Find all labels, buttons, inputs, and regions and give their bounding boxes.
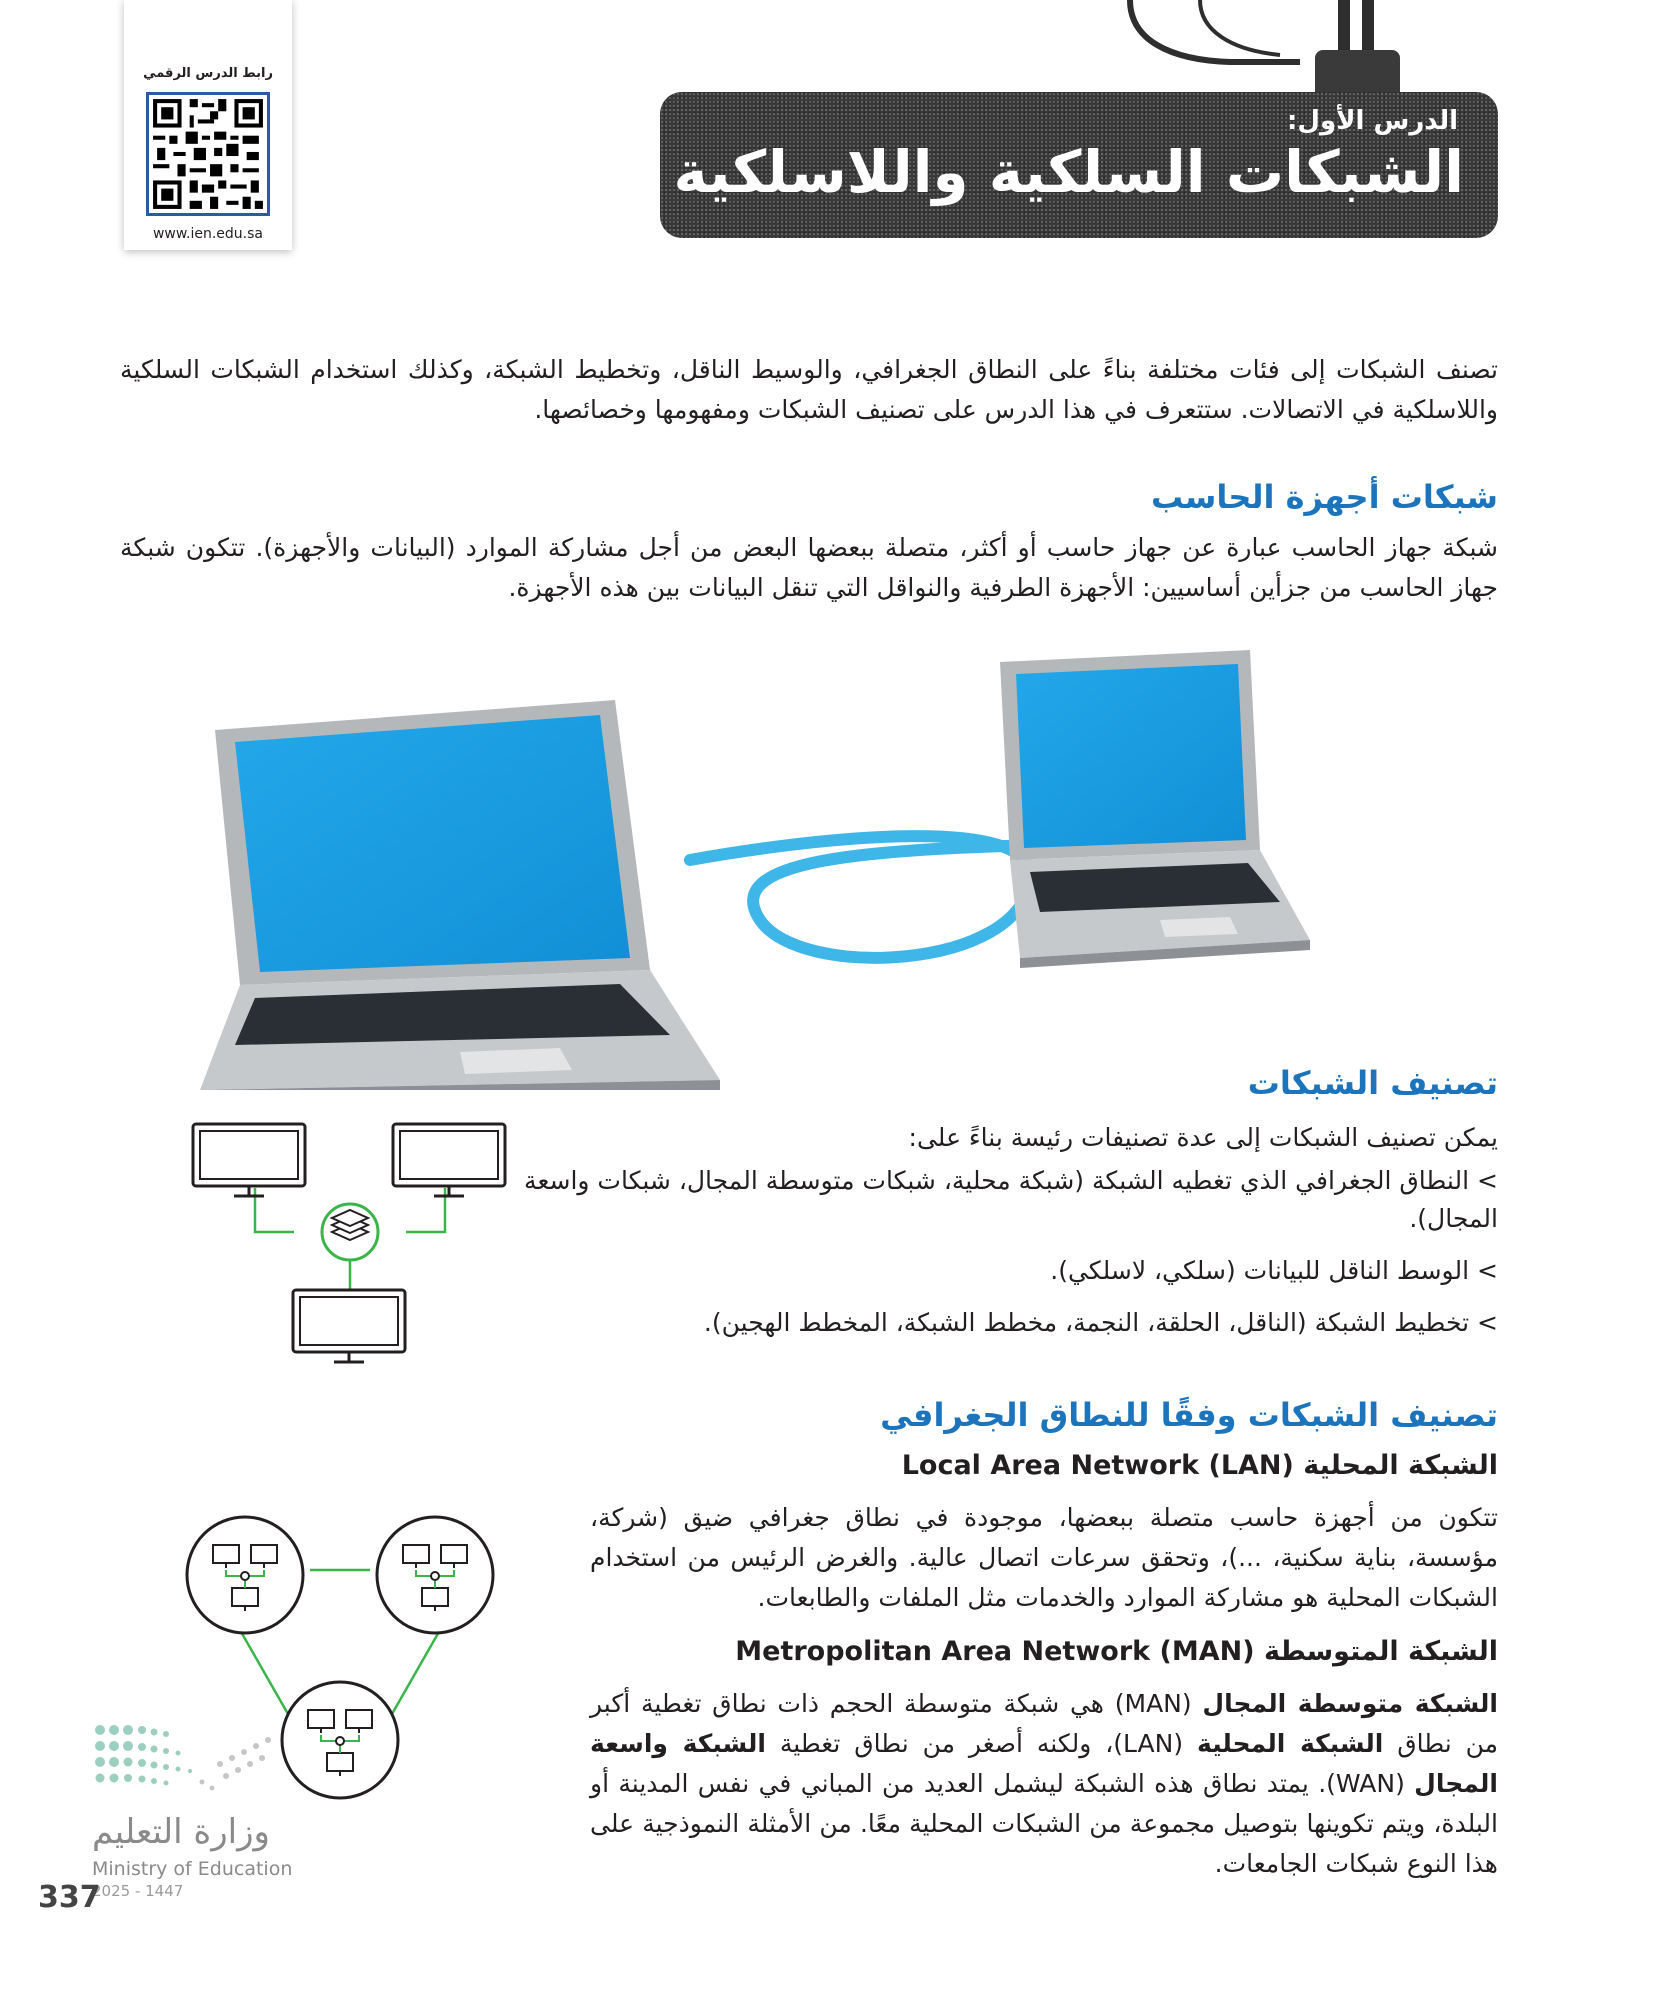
classification-item-text: النطاق الجغرافي الذي تغطيه الشبكة (شبكة محلية، شبكات متوسطة المجال، شبكات واسعة المجال). (524, 1166, 1498, 1233)
lan-paragraph: تتكون من أجهزة حاسب متصلة ببعضها، موجودة في نطاق جغرافي ضيق (شركة، مؤسسة، بناية سكنية، ...)، وتحقق سرعات اتصال عالية. والغرض الرئيس من استخدام الشبكات المحلية هو مشاركة الموارد والخدمات مثل الملفات والطابعات. (590, 1503, 1498, 1612)
classification-intro: يمكن تصنيف الشبكات إلى عدة تصنيفات رئيسة بناءً على: (908, 1123, 1498, 1152)
lesson-title-banner (660, 92, 1498, 238)
computer-networks-heading: شبكات أجهزة الحاسب (1151, 478, 1498, 516)
classification-item (518, 1304, 1498, 1342)
classification-list (518, 1162, 1498, 1356)
man-heading: الشبكة المتوسطة (MAN) Metropolitan Area Network (735, 1636, 1498, 1667)
computer-networks-paragraph: شبكة جهاز الحاسب عبارة عن جهاز حاسب أو أكثر، متصلة ببعضها البعض من أجل مشاركة الموارد (البيانات والأجهزة). تتكون شبكة جهاز الحاسب من جزأين أساسيين: الأجهزة الطرفية والنواقل التي تنقل البيانات بين هذه الأجهزة. (120, 533, 1498, 602)
ministry-name-english: Ministry of Education (92, 1858, 293, 1880)
qr-code[interactable] (146, 92, 270, 216)
bullet-marker: > (1477, 1308, 1498, 1337)
ministry-logo-icon (90, 1700, 330, 1820)
network-hub-diagram (180, 1110, 520, 1370)
page-number: 337 (38, 1880, 101, 1915)
man-paragraph (590, 1684, 1498, 1884)
network-cable (690, 836, 1060, 958)
classification-heading: تصنيف الشبكات (1247, 1064, 1498, 1102)
connected-laptops-illustration (180, 640, 1480, 1090)
lan-circle (377, 1517, 493, 1633)
classification-item (518, 1162, 1498, 1238)
classification-item-text: تخطيط الشبكة (الناقل، الحلقة، النجمة، مخطط الشبكة، المخطط الهجين). (703, 1308, 1470, 1337)
lesson-label: الدرس الأول: (1287, 106, 1458, 136)
ministry-name-arabic: وزارة التعليم (92, 1812, 270, 1852)
qr-code-graphic (149, 95, 267, 213)
intro-paragraph: تصنف الشبكات إلى فئات مختلفة بناءً على النطاق الجغرافي، والوسيط الناقل، وتخطيط الشبكة، وكذلك استخدام الشبكات السلكية واللاسلكية في الاتصالات. ستتعرف في هذا الدرس على تصنيف الشبكات ومفهومها وخصائصها. (120, 355, 1498, 424)
left-laptop (200, 700, 720, 1090)
monitor-icon (293, 1290, 405, 1362)
classification-item (518, 1252, 1498, 1290)
qr-label: رابط الدرس الرقمي (143, 66, 273, 81)
wan-bold-term: الشبكة واسعة المجال (590, 1729, 1498, 1798)
lan-circle (187, 1517, 303, 1633)
man-text-part: (WAN). يمتد نطاق هذه الشبكة ليشمل العديد من المباني في نفس المدينة أو البلدة، ويتم تكوينها بتوصيل مجموعة من الشبكات المحلية معًا. من الأمثلة النموذجية على هذا النوع شبكات الجامعات. (590, 1769, 1498, 1878)
cable-plug-decoration (1110, 0, 1440, 100)
ministry-year: 2025 - 1447 (92, 1882, 184, 1900)
qr-url[interactable]: www.ien.edu.sa (152, 226, 264, 242)
hub-layers-icon (322, 1204, 378, 1260)
monitor-icon (193, 1124, 305, 1196)
lesson-title: الشبكات السلكية واللاسلكية (673, 138, 1464, 206)
geo-classification-heading: تصنيف الشبكات وفقًا للنطاق الجغرافي (880, 1396, 1498, 1434)
man-text-part: (MAN) هي شبكة متوسطة الحجم ذات نطاق تغطية أكبر من نطاق (590, 1689, 1499, 1758)
man-text-part: (LAN)، ولكنه أصغر من نطاق تغطية (765, 1729, 1198, 1758)
man-bold-term: الشبكة متوسطة المجال (1202, 1689, 1498, 1718)
classification-item-text: الوسط الناقل للبيانات (سلكي، لاسلكي). (1050, 1256, 1470, 1285)
bullet-marker: > (1477, 1166, 1498, 1195)
monitor-icon (393, 1124, 505, 1196)
right-laptop (1000, 650, 1310, 968)
lan-heading: الشبكة المحلية (LAN) Local Area Network (901, 1450, 1498, 1481)
lan-bold-term: الشبكة المحلية (1197, 1729, 1384, 1758)
bullet-marker: > (1477, 1256, 1498, 1285)
qr-card[interactable] (124, 0, 292, 250)
